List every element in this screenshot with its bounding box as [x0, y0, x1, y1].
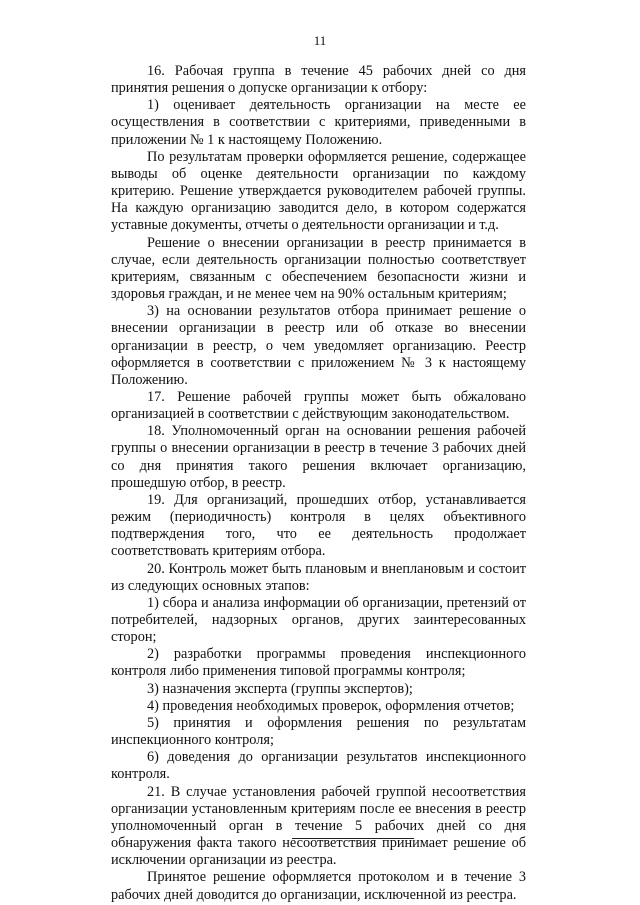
paragraph-20-item-5: 5) принятия и оформления решения по результатам инспекционного контроля; [111, 714, 526, 749]
end-divider-line [292, 838, 414, 839]
paragraph-20-item-2: 2) разработки программы проведения инспекционного контроля либо применения типовой программы контроля; [111, 646, 526, 680]
paragraph-20-item-3: 3) назначения эксперта (группы экспертов); [147, 680, 413, 697]
paragraph-20-item-4: 4) проведения необходимых проверок, оформления отчетов; [147, 697, 515, 714]
paragraph-registry-decision: Решение о внесении организации в реестр принимается в случае, если деятельность организации полностью соответствует критериям, связанным с обеспечением безопасности жизни и здоровья граждан, и не менее чем на 90% остальным критериям; [111, 234, 526, 303]
paragraph-16-item-3: 3) на основании результатов отбора принимает решение о внесении организации в реестр или об отказе во внесении организации в реестр, о чем уведомляет организацию. Реестр оформляется в соответствии с приложением № 3 к настоящему Положению. [111, 303, 526, 388]
paragraph-20-item-6: 6) доведения до организации результатов инспекционного контроля. [111, 749, 526, 783]
paragraph-20: 20. Контроль может быть плановым и внеплановым и состоит из следующих основных этапов: [111, 560, 526, 594]
paragraph-18: 18. Уполномоченный орган на основании решения рабочей группы о внесении организации в реестр в течение 3 рабочих дней со дня принятия такого решения включает организацию, прошедшую отбор, в реестр. [111, 423, 526, 491]
paragraph-protocol: Принятое решение оформляется протоколом и в течение 3 рабочих дней доводится до организации, исключенной из реестра. [111, 869, 526, 903]
paragraph-19: 19. Для организаций, прошедших отбор, устанавливается режим (периодичность) контроля в целях объективного подтверждения того, что ее деятельность продолжает соответствовать критериям отбора. [111, 491, 526, 560]
paragraph-20-item-1: 1) сбора и анализа информации об организации, претензий от потребителей, надзорных органов, других заинтересованных сторон; [111, 594, 526, 646]
paragraph-21: 21. В случае установления рабочей группой несоответствия организации установленным критериям после ее внесения в реестр уполномоченный орган в течение 5 рабочих дней со дня обнаружения факта такого несоответствия принимает решение об исключении организации из реестра. [111, 783, 526, 869]
paragraph-16-item-1: 1) оценивает деятельность организации на месте ее осуществления в соответствии с критериями, приведенными в приложении № 1 к настоящему Положению. [111, 97, 526, 148]
paragraph-16: 16. Рабочая группа в течение 45 рабочих дней со дня принятия решения о допуске организации к отбору: [111, 63, 526, 97]
document-body [111, 63, 526, 904]
paragraph-check-results: По результатам проверки оформляется решение, содержащее выводы об оценке деятельности организации по каждому критерию. Решение утверждается руководителем рабочей группы. На каждую организацию заводится дело, в котором содержатся уставные документы, отчеты о деятельности организации и т.д. [111, 148, 526, 234]
paragraph-17: 17. Решение рабочей группы может быть обжаловано организацией в соответствии с действующим законодательством. [111, 388, 526, 423]
page-number: 11 [313, 33, 327, 48]
